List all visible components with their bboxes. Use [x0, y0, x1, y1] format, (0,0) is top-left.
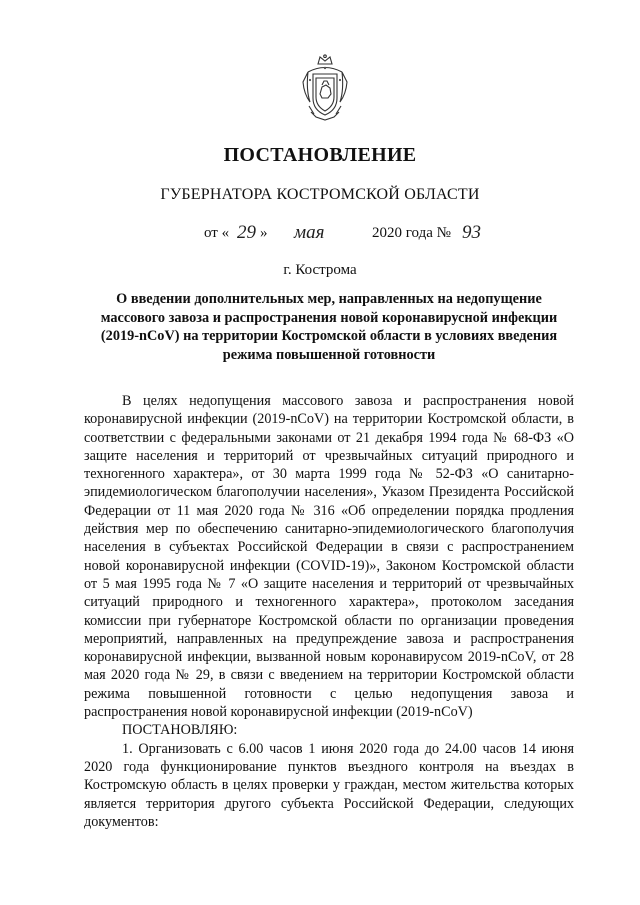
date-month: мая [294, 222, 325, 243]
resolve-line: ПОСТАНОВЛЯЮ: [122, 722, 238, 739]
date-year: 2020 года № [372, 225, 451, 241]
date-day: 29 [237, 222, 256, 243]
document-body [84, 392, 574, 831]
date-prefix: от « [204, 225, 230, 241]
issuer-line: ГУБЕРНАТОРА КОСТРОМСКОЙ ОБЛАСТИ [160, 186, 480, 203]
document-title: ПОСТАНОВЛЕНИЕ [223, 144, 417, 166]
item-1-paragraph: 1. Организовать с 6.00 часов 1 июня 2020 года до 24.00 часов 14 июня 2020 года функционирование пунктов въездного контроля на въездах в Костромскую область в целях проверки у граждан, местом жительства которых является территория другого субъекта Российской Федерации, следующих документов: [84, 740, 574, 830]
date-mid: » [260, 225, 268, 241]
preamble-paragraph: В целях недопущения массового завоза и распространения новой коронавирусной инфекции (2019-nCoV) на территории Костромской области, в соответствии с федеральными законами от 21 декабря 1994 года № 68-ФЗ «О защите населения и территорий от чрезвычайных ситуаций природного и техногенного характера», от 30 марта 1999 года № 52-ФЗ «О санитарно-эпидемиологическом благополучии населения», Указом Президента Российской Федерации от 11 мая 2020 года № 316 «Об определении порядка продления действия мер по обеспечению санитарно-эпидемиологического благополучия населения в субъектах Российской Федерации в связи с распространением новой коронавирусной инфекции (COVID-19)», Законом Костромской области от 5 мая 1995 года № 7 «О защите населения и территорий от чрезвычайных ситуаций природного и техногенного характера», протоколом заседания комиссии при губернаторе Костромской области по организации проведения мероприятий, направленных на предупреждение завоза и распространения коронавирусной инфекции, вызванной новым коронавирусом 2019-nCoV, от 28 мая 2020 года № 29, в связи с введением на территории Костромской области режима повышенной готовности с целью недопущения завоза и распространения новой коронавирусной инфекции (2019-nCoV) [84, 393, 574, 721]
document-number: 93 [462, 222, 481, 243]
document-heading: О введении дополнительных мер, направленных на недопущение массового завоза и распространения новой коронавирусной инфекции (2019-nCoV) на территории Костромской области в условиях введения режима повышенной готовности [100, 291, 558, 363]
city: г. Кострома [283, 262, 357, 278]
coat-of-arms-icon [300, 54, 350, 126]
date-line [204, 222, 504, 248]
